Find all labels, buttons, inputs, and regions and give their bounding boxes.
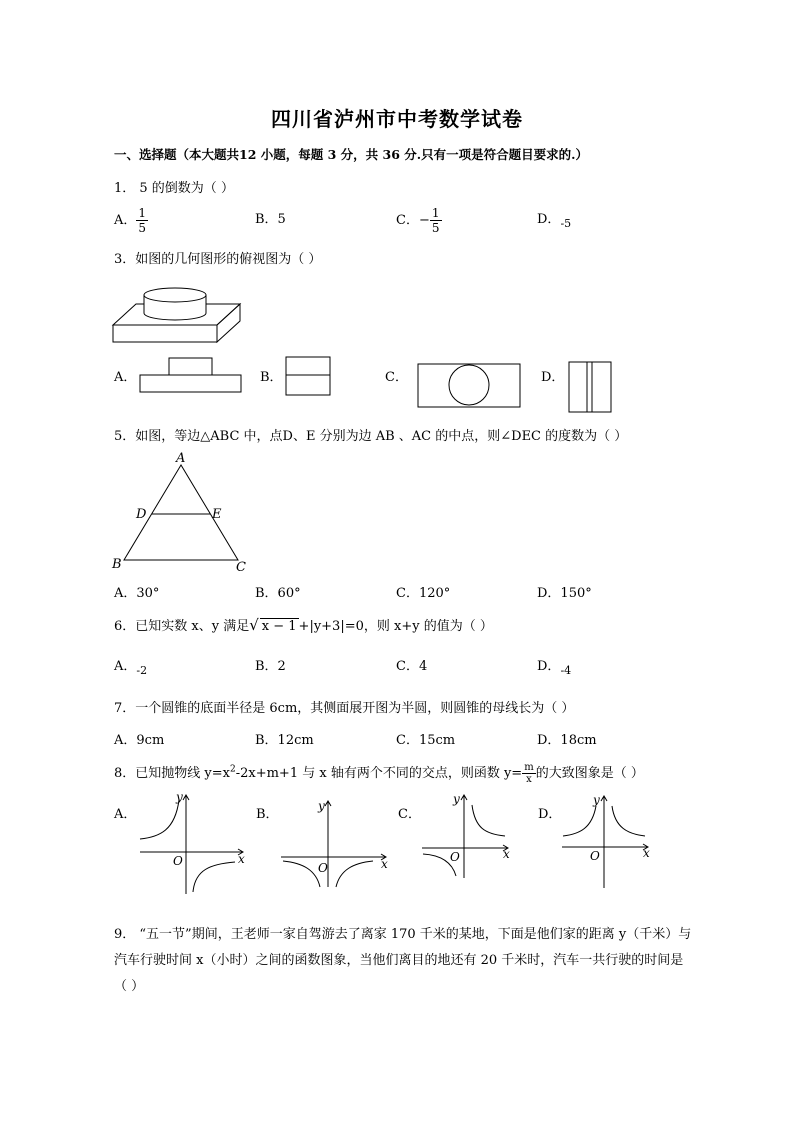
svg-text:x: x <box>643 846 650 860</box>
question-6-option-a[interactable]: A．$_{-2}$ <box>114 659 148 677</box>
question-7-stem: 7．一个圆锥的底面半径是 6cm，其侧面展开图为半圆，则圆锥的母线长为（ ） <box>114 701 575 716</box>
top-view-option-b <box>285 356 332 396</box>
question-5-option-a[interactable]: A．30° <box>114 586 160 601</box>
point-label-e: E <box>212 507 222 522</box>
question-6-option-c[interactable]: C．4 <box>396 659 428 674</box>
svg-text:y: y <box>318 799 325 813</box>
fraction: $\frac{1}{5}$ <box>431 206 440 235</box>
graph-option-a <box>135 790 255 896</box>
box-front-face <box>113 325 217 342</box>
top-view-option-d <box>568 361 613 413</box>
question-5-stem: 5．如图，等边△ABC 中，点D、E 分别为边 AB 、AC 的中点，则∠DEC 的度数为（ ） <box>114 429 628 444</box>
svg-text:O: O <box>590 849 600 863</box>
radicand: x − 1 <box>261 619 297 634</box>
svg-text:y: y <box>176 790 183 804</box>
question-7-option-a[interactable]: A．9cm <box>114 733 165 748</box>
svg-text:y: y <box>593 793 600 807</box>
cylinder-top <box>144 288 206 302</box>
fraction: $\frac{1}{5}$ <box>138 206 147 235</box>
svg-text:x: x <box>238 852 245 866</box>
point-label-d: D <box>136 507 147 522</box>
question-5-option-c[interactable]: C．120° <box>396 586 451 601</box>
graph-option-c <box>420 790 515 880</box>
question-3-stem: 3．如图的几何图形的俯视图为（ ） <box>114 252 322 267</box>
vertex-label-b: B <box>112 557 122 572</box>
question-6-option-d[interactable]: D．$_{-4}$ <box>537 659 572 677</box>
section-heading: 一、选择题（本大题共12 小题，每题 3 分，共 36 分.只有一项是符合题目要求的.） <box>114 147 588 162</box>
svg-text:y: y <box>453 792 460 806</box>
question-8-stem: 8．已知抛物线 $y=x^2-2x+m+1$ 与 x 轴有两个不同的交点，则函数 y= $\frac{m}{x}$ 的大致图象是（ ） <box>114 762 644 785</box>
question-5-option-d[interactable]: D．150° <box>537 586 592 601</box>
question-1-option-a[interactable]: A． $\frac{1}{5}$ <box>114 206 147 235</box>
question-3-option-a[interactable]: A． <box>114 370 137 385</box>
graph-option-b <box>278 795 393 890</box>
question-6-option-b[interactable]: B．2 <box>255 659 286 674</box>
question-8-option-d[interactable]: D． <box>538 807 562 822</box>
svg-text:O: O <box>318 861 328 875</box>
vertex-label-c: C <box>236 560 246 575</box>
vertex-label-a: A <box>176 451 186 466</box>
top-view-option-a <box>139 357 243 393</box>
question-8-option-c[interactable]: C． <box>398 807 421 822</box>
question-5-option-b[interactable]: B．60° <box>255 586 301 601</box>
question-8-option-a[interactable]: A． <box>114 807 137 822</box>
question-3-option-c[interactable]: C． <box>385 370 408 385</box>
question-7-option-d[interactable]: D．18cm <box>537 733 597 748</box>
page-title: 四川省泸州市中考数学试卷 <box>271 107 523 131</box>
question-1-option-c[interactable]: C．− $\frac{1}{5}$ <box>396 206 440 235</box>
top-view-option-c <box>417 363 522 409</box>
svg-text:O: O <box>450 850 460 864</box>
svg-text:x: x <box>503 847 510 861</box>
question-8-option-b[interactable]: B． <box>256 807 279 822</box>
svg-text:O: O <box>173 854 183 868</box>
question-1-option-b[interactable]: B．5 <box>255 212 286 227</box>
question-1-option-d[interactable]: D．$_{-5}$ <box>537 212 572 230</box>
question-6-stem: 6．已知实数 x、y 满足√ x − 1 +|y+3|=0，则 x+y 的值为（ ） <box>114 616 493 634</box>
question-7-option-b[interactable]: B．12cm <box>255 733 314 748</box>
question-7-option-c[interactable]: C．15cm <box>396 733 456 748</box>
triangle-figure <box>108 450 258 576</box>
graph-option-d <box>560 790 655 890</box>
question-3-option-d[interactable]: D． <box>541 370 565 385</box>
question-3-option-b[interactable]: B． <box>260 370 283 385</box>
question-1-stem: 1． 5 的倒数为（ ） <box>114 181 234 196</box>
svg-text:x: x <box>381 857 388 871</box>
solid-figure-drawing <box>110 280 245 346</box>
box-side-face <box>217 304 240 342</box>
question-9-text: 9． “五一节”期间，王老师一家自驾游去了离家 170 千米的某地，下面是他们家的距离 y（千米）与汽车行驶时间 x（小时）之间的函数图象，当他们离目的地还有 20 千米时，汽车一共行驶的时间是（ ） <box>114 927 692 994</box>
